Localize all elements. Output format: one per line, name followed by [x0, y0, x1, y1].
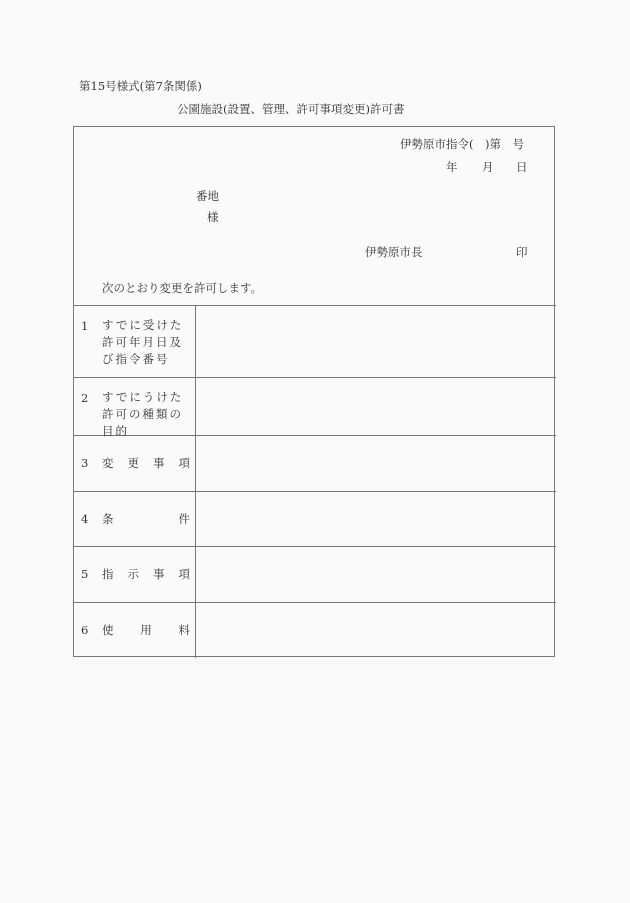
permission-statement: 次のとおり変更を許可します。 — [102, 281, 263, 295]
row-number: 3 — [81, 456, 89, 470]
row-value-field[interactable] — [196, 492, 555, 545]
row-label: 変 更 事 項 — [102, 456, 190, 470]
address-suffix: 番地 — [196, 189, 219, 203]
directive-number: 伊勢原市指令( )第 号 — [400, 137, 524, 151]
document-title: 公園施設(設置、管理、許可事項変更)許可書 — [177, 102, 405, 116]
date-year-label: 年 — [446, 160, 458, 174]
issuer-label: 伊勢原市長 — [365, 245, 423, 259]
row-label: 使 用 料 — [102, 623, 190, 637]
row-value-field[interactable] — [196, 603, 555, 657]
row-number: 5 — [81, 567, 89, 581]
form-number-label: 第15号様式(第7条関係) — [79, 79, 202, 93]
row-number: 6 — [81, 623, 89, 637]
row-number: 2 — [81, 391, 89, 405]
row-value-field[interactable] — [196, 436, 555, 490]
date-month-label: 月 — [482, 160, 494, 174]
row-label: すでにうけた許可の種類の目的 — [102, 390, 184, 438]
row-number: 4 — [81, 512, 89, 526]
row-number: 1 — [81, 319, 89, 333]
row-value-field[interactable] — [196, 547, 555, 601]
seal-mark: 印 — [516, 245, 528, 259]
date-day-label: 日 — [516, 160, 528, 174]
row-label: 指 示 事 項 — [102, 567, 190, 581]
honorific-label: 様 — [207, 210, 219, 224]
row-label: 条 件 — [102, 512, 190, 526]
row-value-field[interactable] — [196, 378, 555, 434]
row-value-field[interactable] — [196, 306, 555, 376]
row-label: すでに受けた許可年月日及び指令番号 — [102, 318, 184, 366]
